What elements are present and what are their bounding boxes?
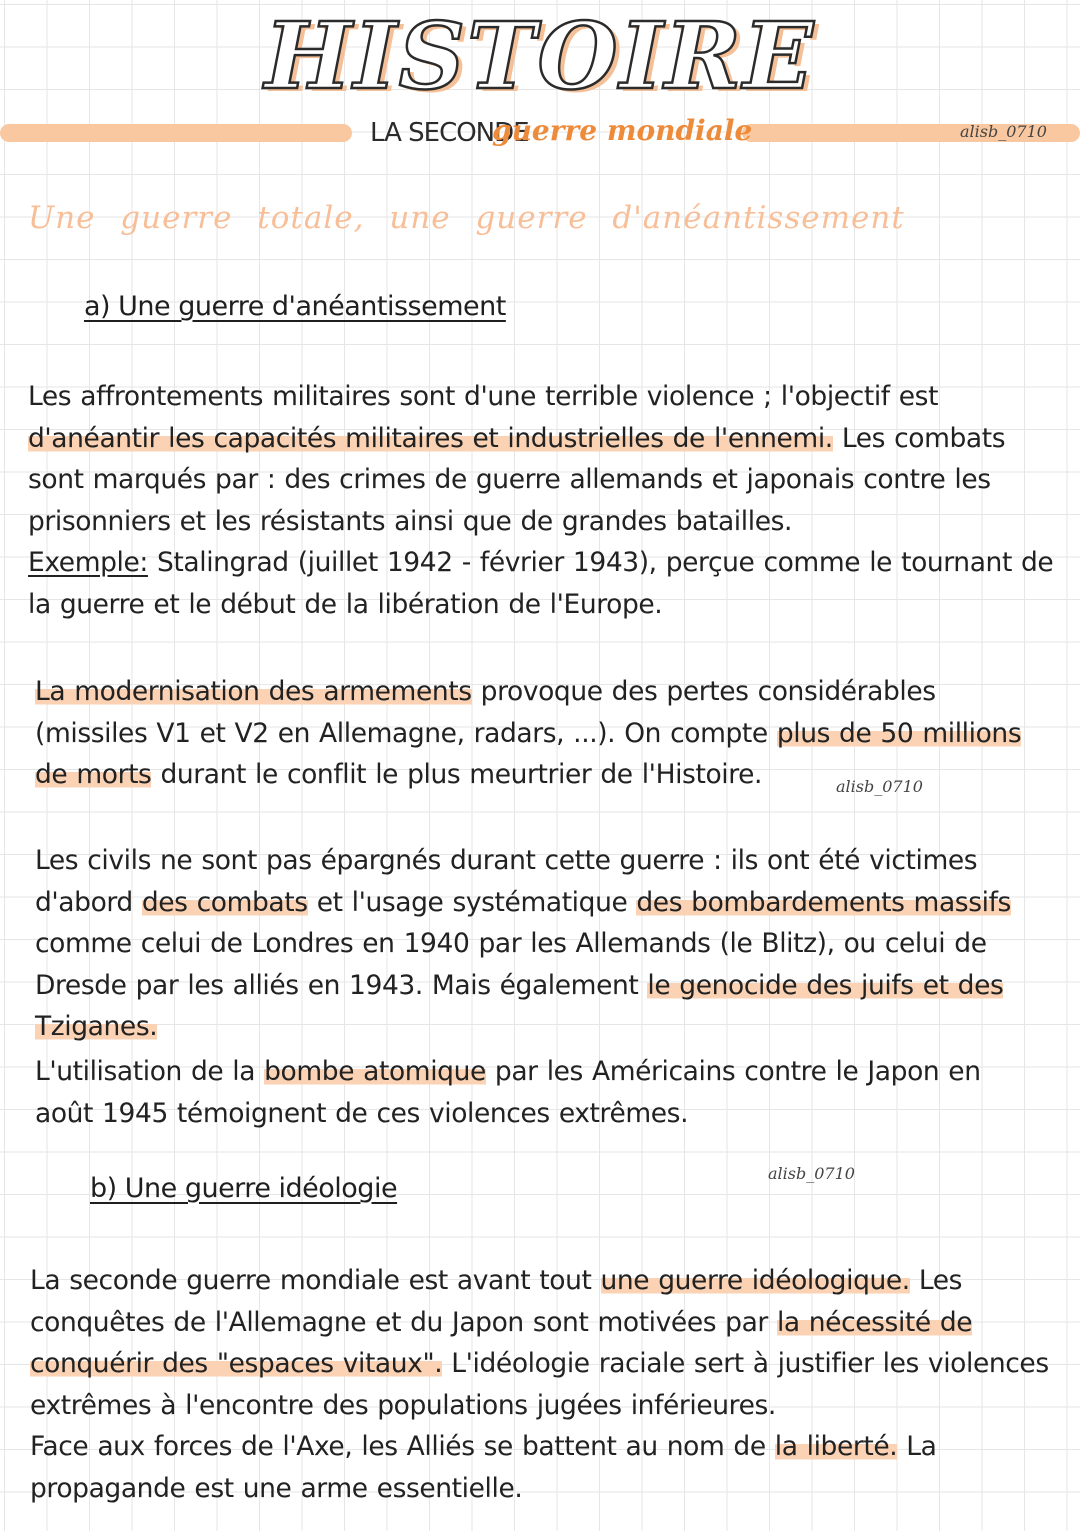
highlight: La modernisation des armements xyxy=(35,676,472,707)
example-label: Exemple: xyxy=(28,547,148,578)
highlight: plus de 50 millions de morts xyxy=(35,717,1022,790)
highlight: le genocide des juifs et des Tziganes. xyxy=(35,969,1004,1042)
highlight: une guerre idéologique. xyxy=(600,1265,910,1296)
watermark: alisb_0710 xyxy=(768,1164,855,1183)
author-handle: alisb_0710 xyxy=(960,122,1047,141)
highlight: des combats xyxy=(141,886,308,918)
paragraph-a1: Les affrontements militaires sont d'une terrible violence ; l'objectif est d'anéantir les capacités militaires et industrielles de l'ennemi. Les combats sont marqués par : des crimes de guerre allemands et japonais contre les prisonniers et les résistants ainsi que de grandes batailles. Exemple: Stalingrad (juillet 1942 - février 1943), perçue comme le tournant de la guerre et le début de la libération de l'Europe. xyxy=(28,381,1054,620)
highlight: d'anéantir les capacités militaires et industrielles de l'ennemi. xyxy=(28,422,833,454)
subheading-b: b) Une guerre idéologie xyxy=(90,1173,398,1204)
section-title: Une guerre totale, une guerre d'anéantissement xyxy=(28,200,905,236)
highlight: la nécessité de conquérir des "espaces vitaux". xyxy=(30,1306,973,1379)
paragraph-a3: Les civils ne sont pas épargnés durant cette guerre : ils ont été victimes d'abord des combats et l'usage systématique des bombardements massifs comme celui de Londres en 1940 par les Allemands (le Blitz), ou celui de Dresde par les alliés en 1943. Mais également le genocide des juifs et des Tziganes. xyxy=(35,845,1011,1042)
highlight: bombe atomique xyxy=(264,1056,486,1087)
paragraph-a2: La modernisation des armements provoque des pertes considérables (missiles V1 et V2 en Allemagne, radars, ...). On compte plus de 50 millions de morts durant le conflit le plus meurtrier de l'Histoire. xyxy=(35,676,1022,790)
paragraph-a4: L'utilisation de la bombe atomique par les Américains contre le Japon en août 1945 témoignent de ces violences extrêmes. xyxy=(35,1056,981,1129)
subtitle-plain: LA SECONDE xyxy=(370,118,529,148)
paragraph-b1: La seconde guerre mondiale est avant tout une guerre idéologique. Les conquêtes de l'Allemagne et du Japon sont motivées par la nécessité de conquérir des "espaces vitaux". L'idéologie raciale sert à justifier les violences extrêmes à l'encontre des populations jugées inférieures. Face aux forces de l'Axe, les Alliés se battent au nom de la liberté. La propagande est une arme essentielle. xyxy=(30,1265,1049,1504)
highlight: la liberté. xyxy=(774,1431,898,1462)
watermark: alisb_0710 xyxy=(836,777,923,796)
subheading-a: a) Une guerre d'anéantissement xyxy=(84,291,506,322)
subtitle-accent: guerre mondiale xyxy=(492,114,753,147)
header-bar-left xyxy=(0,124,352,142)
page-title: HISTOIRE xyxy=(264,2,816,110)
highlight: des bombardements massifs xyxy=(636,886,1011,918)
